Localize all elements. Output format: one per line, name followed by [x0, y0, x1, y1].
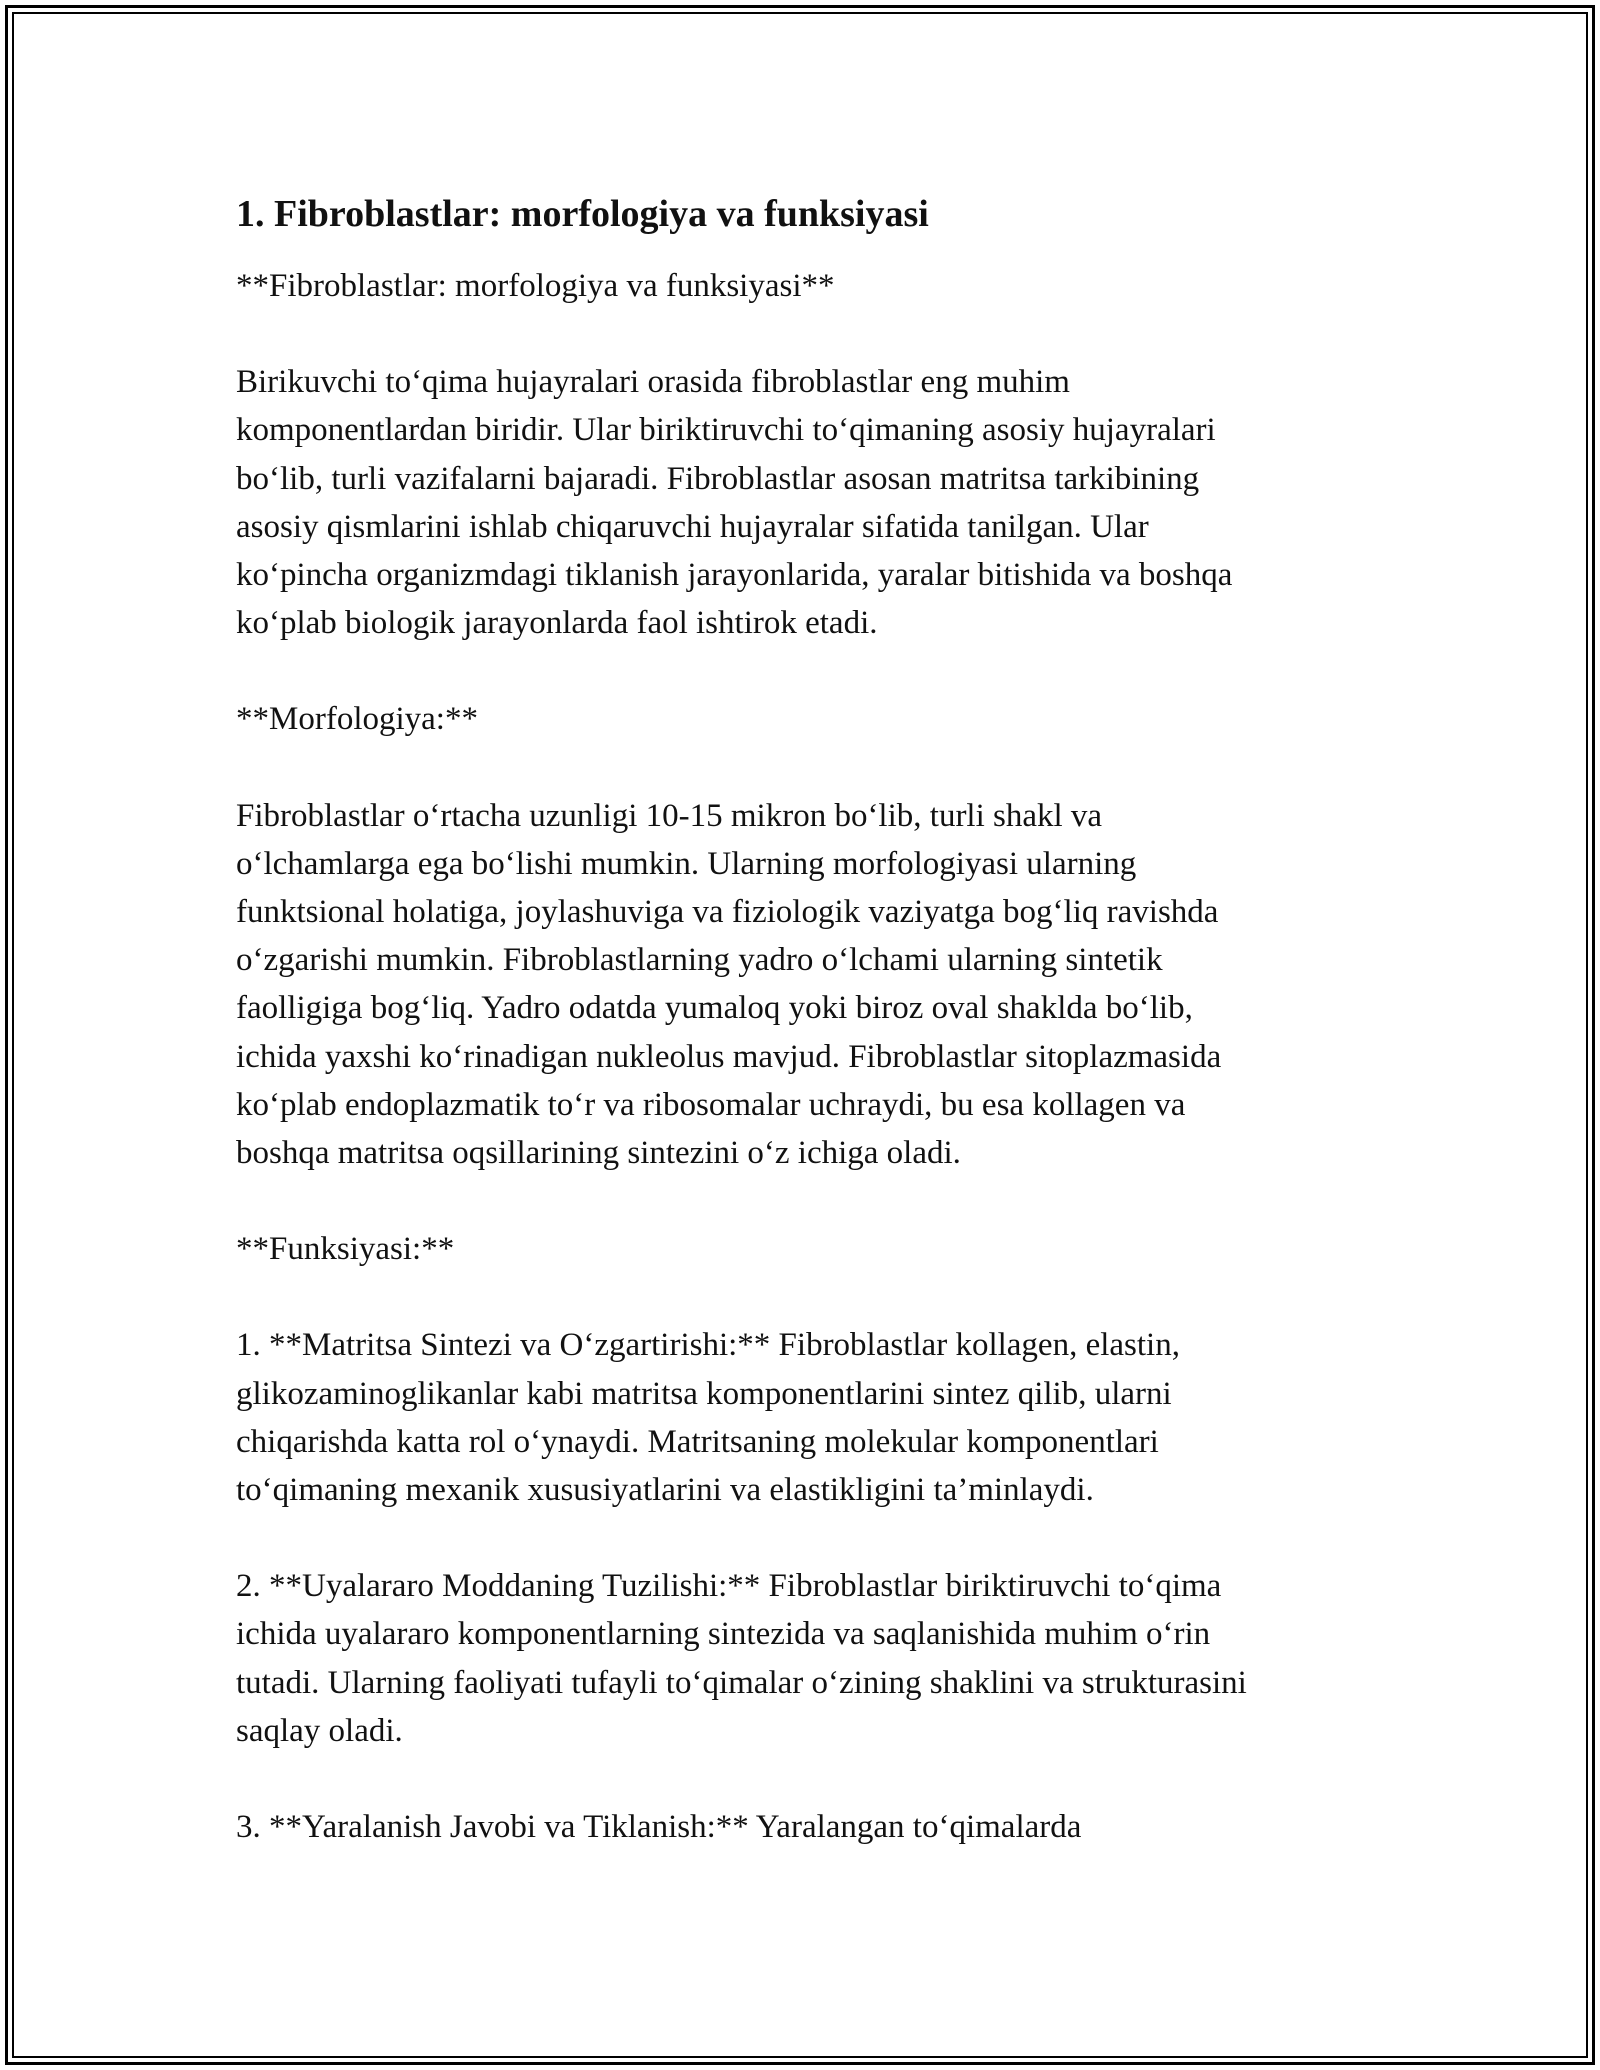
document-body	[236, 186, 1366, 1899]
morphology-paragraph: Fibroblastlar o‘rtacha uzunligi 10-15 mikron bo‘lib, turli shakl va o‘lchamlarga ega bo‘lishi mumkin. Ularning morfologiyasi ularning funktsional holatiga, joylashuviga va fiziologik vaziyatga bog‘liq ravishda o‘zgarishi mumkin. Fibroblastlarning yadro o‘lchami ularning sintetik faolligiga bog‘liq. Yadro odatda yumaloq yoki biroz oval shaklda bo‘lib, ichida yaxshi ko‘rinadigan nukleolus mavjud. Fibroblastlar sitoplazmasida ko‘plab endoplazmatik to‘r va ribosomalar uchraydi, bu esa kollagen va boshqa matritsa oqsillarining sintezini o‘z ichiga oladi.	[236, 797, 1222, 1172]
subtitle-paragraph: **Fibroblastlar: morfologiya va funksiyasi**	[236, 268, 835, 304]
section-heading: 1. Fibroblastlar: morfologiya va funksiyasi	[236, 193, 929, 235]
morphology-heading: **Morfologiya:**	[236, 701, 478, 738]
function-item-1: 1. **Matritsa Sintezi va O‘zgartirishi:** Fibroblastlar kollagen, elastin, glikozaminoglikanlar kabi matritsa komponentlarini sintez qilib, ularni chiqarishda katta rol o‘ynaydi. Matritsaning molekular komponentlari to‘qimaning mexanik xususiyatlarini va elastikligini ta’minlaydi.	[236, 1327, 1180, 1509]
function-heading: **Funksiyasi:**	[236, 1231, 455, 1268]
function-item-3: 3. **Yaralanish Javobi va Tiklanish:** Yaralangan to‘qimalarda	[236, 1809, 1082, 1846]
intro-paragraph: Birikuvchi to‘qima hujayralari orasida fibroblastlar eng muhim komponentlardan biridir. Ular biriktiruvchi to‘qimaning asosiy hujayralari bo‘lib, turli vazifalarni bajaradi. Fibroblastlar asosan matritsa tarkibining asosiy qismlarini ishlab chiqaruvchi hujayralar sifatida tanilgan. Ular ko‘pincha organizmdagi tiklanish jarayonlarida, yaralar bitishida va boshqa ko‘plab biologik jarayonlarda faol ishtirok etadi.	[236, 364, 1233, 642]
function-item-2: 2. **Uyalararo Moddaning Tuzilishi:** Fibroblastlar biriktiruvchi to‘qima ichida uyalararo komponentlarning sintezida va saqlanishida muhim o‘rin tutadi. Ularning faoliyati tufayli to‘qimalar o‘zining shaklini va strukturasini saqlay oladi.	[236, 1568, 1247, 1749]
